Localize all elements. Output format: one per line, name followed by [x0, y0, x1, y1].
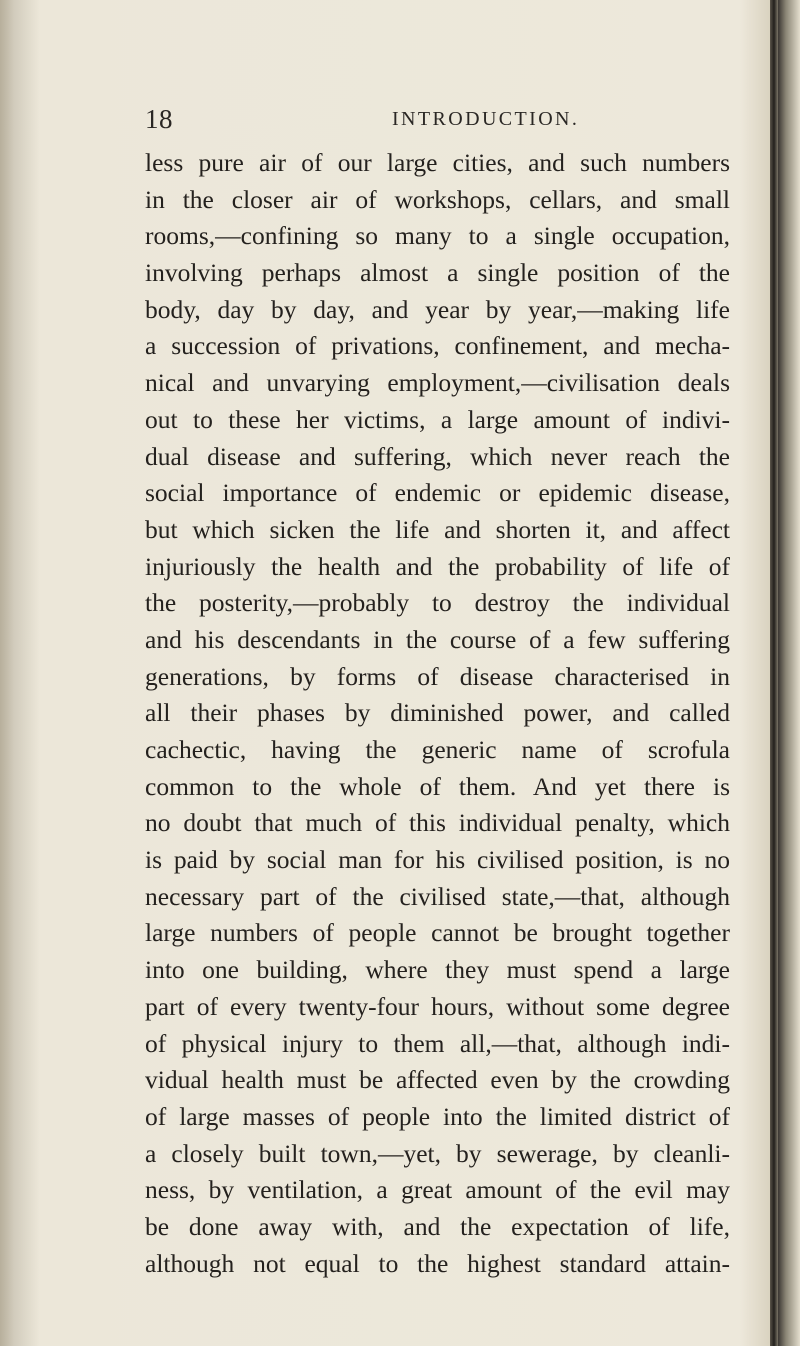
- text-line: be done away with, and the expectation of life,: [145, 1211, 730, 1241]
- text-line: is paid by social man for his civilised position, is no: [145, 845, 730, 875]
- text-line: rooms,—confining so many to a single occupation,: [145, 221, 730, 251]
- text-line: a succession of privations, confinement, and mecha-: [145, 331, 730, 361]
- text-line: into one building, where they must spend a large: [145, 955, 730, 985]
- text-line: involving perhaps almost a single position of the: [145, 258, 730, 288]
- text-line: but which sicken the life and shorten it, and affect: [145, 514, 730, 544]
- text-line: vidual health must be affected even by the crowding: [145, 1065, 730, 1095]
- text-line: the posterity,—probably to destroy the individual: [145, 588, 730, 618]
- text-line: generations, by forms of disease characterised in: [145, 661, 730, 691]
- text-line: of large masses of people into the limited district of: [145, 1101, 730, 1131]
- text-line: large numbers of people cannot be brought together: [145, 918, 730, 948]
- body-text: [145, 145, 730, 1282]
- text-line: a closely built town,—yet, by sewerage, by cleanli-: [145, 1138, 730, 1168]
- text-line: cachectic, having the generic name of scrofula: [145, 735, 730, 764]
- gutter-shadow: [0, 0, 40, 1346]
- page-number: 18: [145, 104, 173, 134]
- text-line: and his descendants in the course of a few suffering: [145, 624, 730, 654]
- text-line: although not equal to the highest standard attain-: [145, 1248, 730, 1278]
- text-line: social importance of endemic or epidemic disease,: [145, 478, 730, 508]
- text-line: nical and unvarying employment,—civilisation deals: [145, 368, 730, 398]
- text-line: necessary part of the civilised state,—that, although: [145, 881, 730, 911]
- text-line: all their phases by diminished power, and called: [145, 698, 730, 728]
- text-line: part of every twenty-four hours, without some degree: [145, 991, 730, 1021]
- text-line: no doubt that much of this individual penalty, which: [145, 808, 730, 838]
- text-line: of physical injury to them all,—that, although indi-: [145, 1028, 730, 1058]
- text-line: body, day by day, and year by year,—making life: [145, 294, 730, 324]
- text-line: dual disease and suffering, which never reach the: [145, 441, 730, 471]
- text-line: ness, by ventilation, a great amount of the evil may: [145, 1175, 730, 1205]
- page-edge: [770, 0, 778, 1346]
- text-line: less pure air of our large cities, and such numbers: [145, 148, 730, 177]
- text-line: common to the whole of them. And yet there is: [145, 771, 730, 801]
- text-line: in the closer air of workshops, cellars, and small: [145, 184, 730, 214]
- page-header: [145, 104, 730, 134]
- running-head: INTRODUCTION.: [392, 108, 580, 130]
- text-line: injuriously the health and the probability of life of: [145, 551, 730, 581]
- text-line: out to these her victims, a large amount of indivi-: [145, 404, 730, 434]
